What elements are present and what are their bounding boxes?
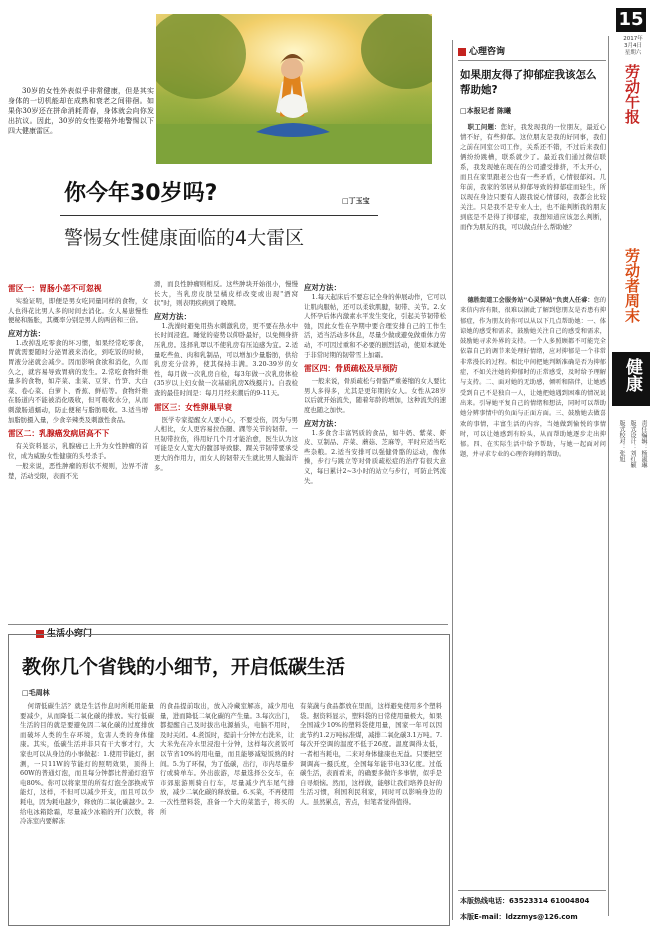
body-paragraph: 1.每天起床后不要忘记全身的伸展动作，它可以让肌肉服帖，还可以柔软肌腱，韧带、关节。2.女人怀孕后体内激素水平发生变化，引起关节韧带松弛，因此女性在孕期中要合理安排自己的工作生活，适当活动多休息，尽量少做或避免做重体力劳动，不可因过重和不必要的剧烈活动，使原本就处于非常时期的韧带雪上加霜。	[304, 293, 446, 359]
divider-psych	[452, 40, 453, 920]
article-photo	[156, 14, 432, 164]
editor-credit: 版式校对：张旭	[618, 420, 625, 462]
issue-date	[616, 36, 650, 57]
editor-credits	[614, 420, 648, 520]
section-heading: 雷区三：女性卵巢早衰	[154, 402, 232, 412]
main-column-2	[154, 280, 298, 622]
body-paragraph: 的食品提前取出，放入冷藏室解冻，减少用电量，进而降低二氧化碳的产生量。3.每次出门，都提醒自己及时拔出电源插头，电脑不用时，及时关闭。4.煮饭时，提前十分钟左右洗米，让大米先在冷水里浸泡十分钟，这样每次煮饭可以节省10%的用电量，而且能够减短饭熟的时间。5.为了环保，为了低碳，出行，市内尽量步行或骑单车。外出旅游，尽量选择公交车，在市郊旅游则骑自行车，尽量减少汽车尾气排放，减少二氧化碳的释放量。6.买菜，不再使用一次性塑料袋，准备一个大的菜篮子，将买的所	[160, 702, 294, 816]
life-title	[22, 654, 345, 680]
section-heading: 雷区二：乳腺癌发病居高不下	[8, 429, 110, 439]
answer-paragraph	[460, 296, 606, 461]
body-paragraph: 医学专家提醒女人要小心，不要受伤，因为与男人相比，女人更容易拉伤腿、踝等关节的韧带。一旦韧带拉伤，得用好几个月才能治愈，医生认为这可能是女人宽大的髋部导致膝、踝关节韧带要承受更大的作用力，而女人的韧带天生就比男人脆弱许多。	[154, 415, 298, 472]
page-number-box	[616, 8, 646, 32]
editor-credit: 责任编辑：杨淑琳	[640, 420, 647, 468]
question-paragraph	[460, 122, 606, 232]
divider-middle	[8, 624, 448, 625]
main-column-1	[8, 280, 148, 622]
answer-label: 德胜街道工会服务站"心灵驿站"负责人任睿：	[467, 297, 594, 304]
article-intro	[8, 86, 154, 136]
divider-right	[608, 36, 609, 916]
life-column-3	[300, 702, 442, 922]
psych-answer	[460, 296, 606, 886]
life-title-text: 教你几个省钱的小细节，开启低碳生活	[22, 656, 346, 678]
life-byline	[22, 688, 50, 698]
date-weekday: 星期六	[624, 50, 642, 56]
method-heading: 应对方法：	[304, 283, 341, 292]
body-paragraph: 一般来说，骨质疏松与骨骼严重萎缩的女人要比男人多得多，尤其是更年期的女人。女性从28岁以后就开始流失，随着年龄的增加，这种流失的速度也随之加快。	[304, 377, 446, 414]
method-heading: 应对方法：	[304, 418, 341, 428]
psych-title	[460, 68, 606, 98]
psych-section-text: 心理咨询	[469, 47, 506, 57]
section-banner-line2: 健康	[622, 358, 642, 392]
body-paragraph: 实验证明，即便是男女吃同量同样的食物，女人也得花比男人多的时间去消化。女人易患慢性便秘和肠胀，其概率分别是男人的两倍和三倍。	[8, 297, 148, 325]
psych-label-rule	[458, 60, 606, 61]
article-subtitle	[64, 226, 304, 250]
masthead	[620, 64, 640, 124]
email	[460, 912, 578, 923]
body-paragraph: 1.洗澡时避免用热水刺激乳房，更不要在热水中长时间浸泡。睡觉的姿势以仰卧最好，以免侧身挤压乳房。选择乳罩以不使乳房有压迫感为宜。2.适量吃些鱼、肉和乳制品，可以增加少量脂肪，供给乳房充分营养，使其保持丰满。3.20-39岁的女性，每月做一次乳房自检，每3年做一次乳房体检(35岁以上妇女做一次基础乳房X线摄片)。自我检查的最佳时间是：每月月经来潮后的9-11天。	[154, 321, 298, 397]
date-day: 3月4日	[624, 43, 642, 49]
red-square-icon	[458, 48, 466, 56]
life-column-1	[20, 702, 154, 922]
body-paragraph: 有关资料显示，乳腺癌已上升为女性肿瘤的首位，成为威胁女性健康的头号杀手。	[8, 442, 148, 460]
life-byline-text: □毛周林	[22, 689, 50, 697]
method-heading: 应对方法：	[154, 311, 191, 321]
body-paragraph: 1.多食含丰富钙质的食品，如牛奶、紫菜、虾皮、豆制品、芹菜、蘑菇、芝麻等，平时应适当吃些杂粮。2.适当安排可以强健骨骼的运动，像体操，步行与跳立等对骨质疏松症的治疗有很大意义，每日累计2~3小时的站立与步行，可防止钙流失。	[304, 428, 446, 485]
life-column-2	[160, 702, 294, 922]
email-text: 本版E-mail：ldzzmys@126.com	[460, 913, 578, 921]
psych-footer-rule	[458, 890, 606, 891]
section-heading: 雷区一：胃肠小恙不可忽视	[8, 284, 102, 293]
section-heading: 雷区四：骨质疏松及早预防	[304, 364, 398, 374]
date-year: 2017年	[623, 36, 643, 42]
title-text: 你今年30岁吗?	[64, 181, 218, 206]
title-underline	[60, 215, 378, 216]
body-paragraph: 有菜蔬与食品都放在里面，这样避免使用多个塑料袋。据资料显示，塑料袋的日常使用量极大，如果全国减少10%的塑料袋使用量，国家一年可以因此节约1.2万吨标准煤，减排二氧化碳3.1万吨。7.每次开空调的温度不低于26度。温度调得太低，一者相当耗电，二来对身体健康也无益。只要把空调调高一摄氏度，全国每年能节电33亿度。过低碳生活，表面看来，的确要多做许多事情，似乎是自寻烦恼。然而，这样做，能够让我们培养良好的生活习惯，利国利民利家，同时可以影响身边的人。虽然累点，苦点，但笔者觉得值得。	[300, 702, 442, 806]
body-paragraph: 1.改掉乱吃零食的坏习惯，如果经常吃零食，胃就需要随时分泌胃液来消化，到吃饭的时候，胃液分泌就会减少。因而影响食欲和消化，久而久之，就容易导致胃病的发生。2.常吃食物纤维量多的食物，如芹菜、韭菜、豆芽、竹笋、大白菜、卷心菜、白萝卜、香蕉、鲜桔等。食物纤维在肠道内不能被消化吸收，但可吸收水分，从而刺激肠道蠕动，防止便秘与脂肪吸收。3.适当增加脂肪摄入量，少食辛辣类及刺激性食品。	[8, 338, 148, 424]
intro-text: 30岁的女性外表似乎非常健康，但是其实身体的一切机能却在成熟和衰老之间徘徊。如果你30岁还在拼命消耗青春，身体就会向你发出抗议。因此，30岁的女性要格外地警惕以下四大健康雷区。	[8, 87, 154, 135]
pregnant-woman-photo	[156, 14, 432, 164]
main-column-3	[304, 280, 446, 622]
body-paragraph: 何谓低碳生活？就是生活作息时所耗用能量要减少，从而降低二氧化碳的排放。实行低碳生活的目的就是要避免因二氧化碳的过度排放而破坏人类的生存环境，危害人类的身体健康。其实，低碳生活并非只有干大事才行，大家也可以从身边的小事做起：1.使用节能灯，据测，一只11W的节能灯的照明效果，顶得上60W的普通灯泡，而且每分钟都比普通灯泡节电80%。你可以将家里的所有灯泡全部换成节能灯，这样，不但可以减少开支，而且可以少耗电，因为耗电越少，释放的二氧化碳越少。2.给电冰箱除霜，尽量减少冰箱的开门次数，将冷冻室内要解冻	[20, 702, 154, 826]
psych-title-text: 如果朋友得了抑郁症我该怎么帮助她?	[460, 69, 597, 96]
page-number: 15	[618, 9, 644, 30]
psych-byline	[460, 106, 511, 116]
life-section-text: 生活小窍门	[47, 629, 93, 639]
psych-question	[460, 122, 606, 294]
editor-credit: 版式设计：刘红颖	[629, 420, 636, 468]
question-label: 职工问题：	[467, 123, 501, 131]
body-paragraph: 滑，而良性肿瘤则相反。这些肿块开始很小，慢慢长大，当乳房皮肤呈橘皮样改变或出现"酒窝状"时，则表明疾病到了晚期。	[154, 280, 298, 308]
answer-text: 您的来信内容有限，很难以据此了解到您朋友是否患有抑郁症，作为朋友的你可以从以下几点帮助她：一、体谅她的感受和需求，鼓励她关注自己的感受和需求，鼓励她寻求外界的支持。一个人多照顾都不可能完全依靠自己的调节来处理好情绪，应对抑郁是一个非常非常漫长的过程。相比中间把她判断准确是否为抑郁症，不如关注她的抑郁时的正常感受，及时给予理解与支持。二、面对她的无助感，倾听和陪伴，让她感受到自己不是独自一人，让她把她遇到困难的情况说出来。引导她平复自己的情绪和想法，同时可以帮助她分辨事情中的负面与正面方面。三、鼓励她去做喜欢的事情，丰富生活的内容，当她做到愉悦的事情时，可以让她感到有盼头，从而帮助她逐步走出抑郁。四、在实际生活中给予帮助，与她一起面对问题，并寻求专业的心理咨询师的帮助。	[460, 297, 606, 459]
question-text: 您好，我发现我的一位朋友，最近心情不好，有些抑郁。这位朋友是我的好同事，我们之前在同室公司工作，关系还不错，不过后来我们俩纷纷跳槽，联系就少了。最近我们通过微信联系，我发现她在现在的公司遭受排挤，不太开心，而且在家里跟老公也有一些矛盾，心情很郁闷。几年前，我家的邻居从抑郁导致的抑郁症而轻生，所以现在身边只要有人跟我说心情郁闷，我都会比较关注。只是我不是专业人士，也不能判断我的朋友到底是不是得了抑郁症，我想知道应该怎么判断，而作为朋友的我，可以做点什么帮助她？	[460, 123, 606, 231]
masthead-text: 劳动午报	[623, 64, 641, 124]
subtitle-text: 警惕女性健康面临的4大雷区	[64, 227, 305, 249]
psych-section-label	[458, 46, 505, 58]
method-heading: 应对方法：	[8, 328, 45, 338]
article-byline	[342, 196, 370, 206]
psych-byline-text: □本报记者 陈曦	[460, 107, 512, 115]
hotline-text: 本版热线电话：63523314 61004804	[460, 897, 590, 905]
article-title	[64, 180, 217, 208]
byline-text: □丁玉宝	[342, 197, 370, 205]
section-banner-health	[612, 352, 650, 406]
section-banner-line1: 劳动者周末	[623, 248, 641, 323]
hotline	[460, 896, 589, 907]
body-paragraph: 一般来说，恶性肿瘤的形状不规则，边界不清楚，活动受限，表面不光	[8, 462, 148, 480]
